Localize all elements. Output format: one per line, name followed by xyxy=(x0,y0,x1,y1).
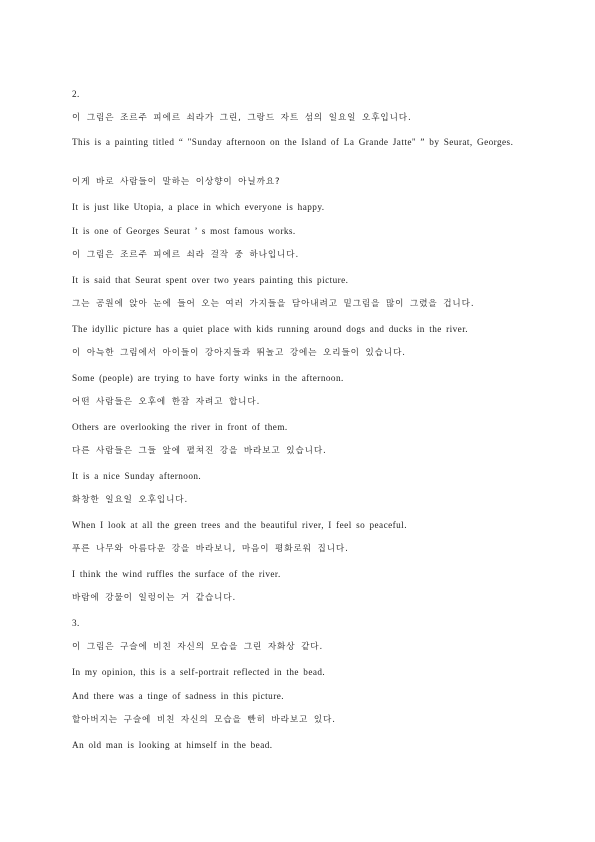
english-sentence: It is just like Utopia, a place in which everyone is happy. xyxy=(72,202,325,212)
english-sentence: It is said that Seurat spent over two years painting this picture. xyxy=(72,275,349,285)
english-sentence: This is a painting titled “ "Sunday afternoon on the Island of La Grande Jatte" ” by Seurat, Georges. xyxy=(72,137,514,147)
korean-sentence: 이 아늑한 그림에서 아이들이 강아지들과 뛰놀고 강에는 오리들이 있습니다. xyxy=(72,348,406,358)
english-sentence: An old man is looking at himself in the bead. xyxy=(72,740,273,750)
section-number-2: 2. xyxy=(72,89,80,99)
korean-sentence: 이게 바로 사람들이 말하는 이상향이 아닐까요? xyxy=(72,177,281,187)
korean-sentence: 어떤 사람들은 오후에 한잠 자려고 합니다. xyxy=(72,397,261,407)
korean-sentence: 이 그림은 조르주 피에르 쇠라 걸작 중 하나입니다. xyxy=(72,250,300,260)
korean-sentence: 할아버지는 구슬에 비친 자신의 모습을 빤히 바라보고 있다. xyxy=(72,715,336,725)
korean-sentence: 다른 사람들은 그들 앞에 펼쳐진 강을 바라보고 있습니다. xyxy=(72,446,327,456)
english-sentence: The idyllic picture has a quiet place with kids running around dogs and ducks in the river. xyxy=(72,324,468,334)
korean-sentence: 그는 공원에 앉아 눈에 들어 오는 여러 가지들을 담아내려고 밑그림을 많이 그렸을 겁니다. xyxy=(72,299,475,309)
english-sentence: Others are overlooking the river in front of them. xyxy=(72,422,288,432)
english-sentence: In my opinion, this is a self-portrait reflected in the bead. xyxy=(72,667,326,677)
english-sentence: It is one of Georges Seurat ’ s most famous works. xyxy=(72,226,296,236)
english-sentence: I think the wind ruffles the surface of the river. xyxy=(72,569,281,579)
english-sentence: And there was a tinge of sadness in this picture. xyxy=(72,691,284,701)
korean-sentence: 이 그림은 구슬에 비친 자신의 모습을 그린 자화상 같다. xyxy=(72,642,324,652)
english-sentence: It is a nice Sunday afternoon. xyxy=(72,471,202,481)
korean-sentence: 푸른 나무와 아름다운 강을 바라보니, 마음이 평화로워 집니다. xyxy=(72,544,349,554)
english-sentence: When I look at all the green trees and the beautiful river, I feel so peaceful. xyxy=(72,520,407,530)
korean-sentence: 바람에 강물이 일렁이는 거 같습니다. xyxy=(72,593,237,603)
korean-sentence: 화창한 일요일 오후입니다. xyxy=(72,495,189,505)
english-sentence: Some (people) are trying to have forty winks in the afternoon. xyxy=(72,373,344,383)
section-number-3: 3. xyxy=(72,618,80,628)
korean-sentence: 이 그림은 조르주 피에르 쇠라가 그린, 그랑드 자트 섬의 일요일 오후입니다. xyxy=(72,113,412,123)
